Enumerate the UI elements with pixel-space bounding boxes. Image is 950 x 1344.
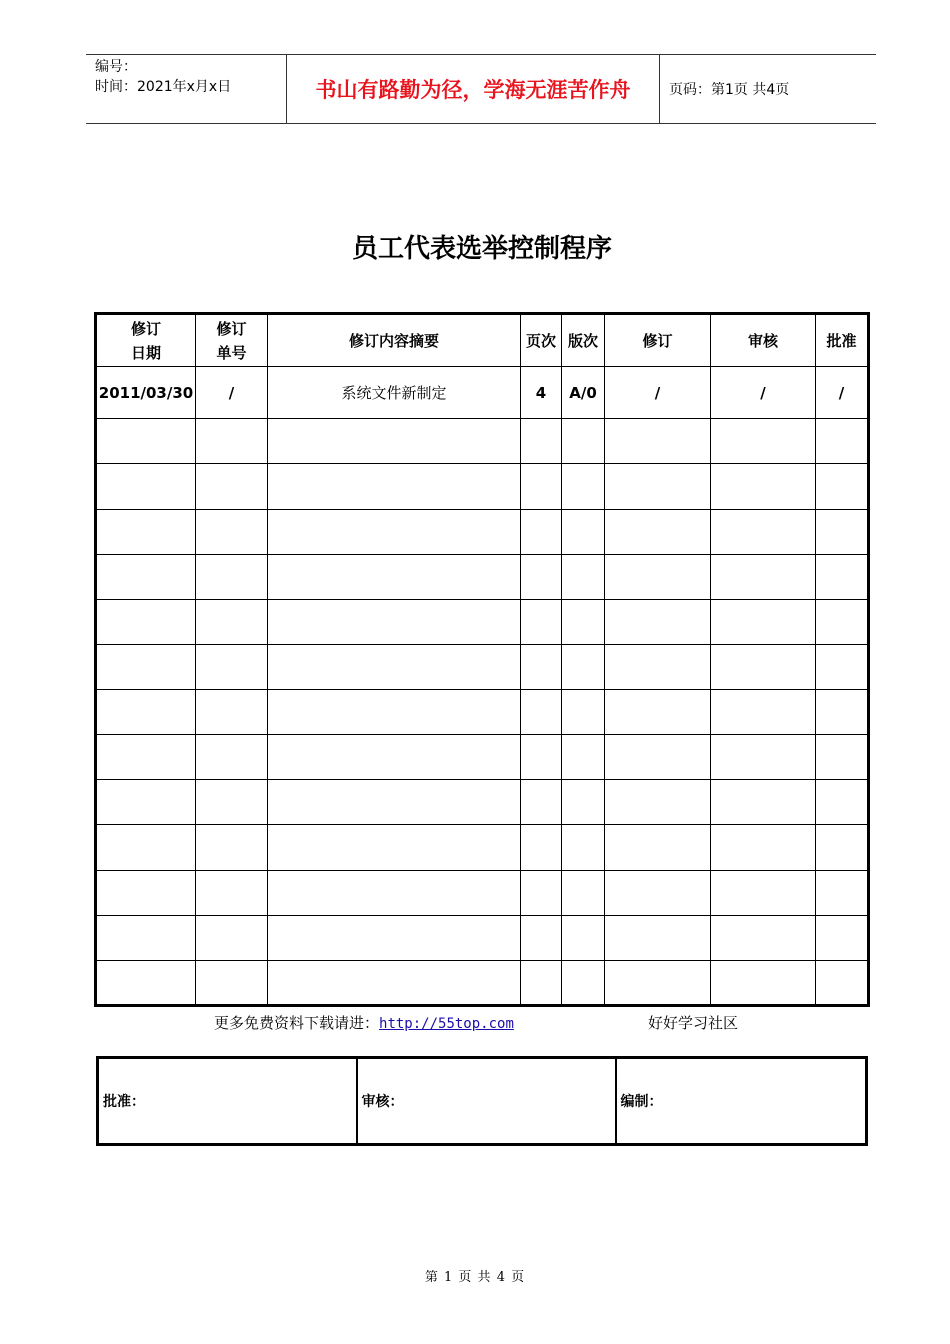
table-cell bbox=[562, 870, 605, 915]
table-cell bbox=[268, 509, 521, 554]
table-cell bbox=[521, 690, 562, 735]
revision-table bbox=[94, 312, 870, 1007]
table-cell bbox=[605, 690, 711, 735]
table-cell bbox=[521, 419, 562, 464]
table-cell bbox=[96, 825, 196, 870]
table-cell bbox=[268, 464, 521, 509]
table-cell bbox=[562, 419, 605, 464]
table-row bbox=[96, 464, 869, 509]
table-cell bbox=[268, 419, 521, 464]
revision-header-cell bbox=[605, 314, 711, 367]
table-cell bbox=[605, 870, 711, 915]
approve-cell: 批准： bbox=[98, 1058, 357, 1145]
table-cell bbox=[268, 960, 521, 1005]
table-cell bbox=[196, 960, 268, 1005]
header-line-1: 修订内容摘要 bbox=[348, 331, 439, 350]
table-row bbox=[96, 419, 869, 464]
table-cell bbox=[562, 644, 605, 689]
table-cell bbox=[96, 960, 196, 1005]
table-cell bbox=[816, 599, 869, 644]
header-line-1: 修订 bbox=[216, 319, 247, 338]
table-cell bbox=[268, 915, 521, 960]
revision-header-cell bbox=[521, 314, 562, 367]
table-cell bbox=[196, 464, 268, 509]
revision-header-row bbox=[96, 314, 869, 367]
header-meta bbox=[86, 55, 286, 123]
table-cell bbox=[816, 464, 869, 509]
document-title: 员工代表选举控制程序 bbox=[351, 234, 612, 264]
table-cell bbox=[816, 870, 869, 915]
table-cell bbox=[521, 870, 562, 915]
table-cell: / bbox=[605, 367, 711, 419]
table-cell bbox=[711, 644, 816, 689]
table-cell bbox=[196, 644, 268, 689]
table-cell bbox=[816, 915, 869, 960]
table-cell bbox=[816, 825, 869, 870]
table-cell bbox=[711, 509, 816, 554]
table-cell bbox=[816, 509, 869, 554]
table-cell: / bbox=[816, 367, 869, 419]
table-cell bbox=[521, 960, 562, 1005]
download-note-label: 更多免费资料下载请进： bbox=[214, 1014, 380, 1032]
table-cell: 4 bbox=[521, 367, 562, 419]
download-link[interactable]: http://55top.com bbox=[379, 1016, 514, 1032]
table-cell bbox=[196, 599, 268, 644]
table-cell bbox=[605, 509, 711, 554]
table-cell bbox=[711, 419, 816, 464]
table-row bbox=[96, 367, 869, 419]
table-cell bbox=[268, 780, 521, 825]
table-cell bbox=[521, 554, 562, 599]
table-row bbox=[96, 780, 869, 825]
page-header bbox=[86, 54, 876, 124]
table-cell bbox=[816, 960, 869, 1005]
table-cell bbox=[605, 644, 711, 689]
table-cell bbox=[96, 419, 196, 464]
table-cell bbox=[711, 960, 816, 1005]
revision-header-cell bbox=[562, 314, 605, 367]
table-row bbox=[96, 554, 869, 599]
table-cell bbox=[816, 644, 869, 689]
table-cell bbox=[268, 690, 521, 735]
table-cell bbox=[268, 870, 521, 915]
table-cell bbox=[268, 554, 521, 599]
table-cell bbox=[711, 464, 816, 509]
table-row bbox=[96, 599, 869, 644]
table-cell bbox=[562, 599, 605, 644]
table-cell bbox=[196, 735, 268, 780]
table-cell bbox=[605, 960, 711, 1005]
signoff-table bbox=[96, 1056, 868, 1146]
table-cell bbox=[562, 780, 605, 825]
table-cell bbox=[521, 644, 562, 689]
revision-header-cell bbox=[816, 314, 869, 367]
table-row bbox=[96, 825, 869, 870]
table-cell bbox=[96, 690, 196, 735]
table-cell bbox=[816, 554, 869, 599]
header-line-1: 批准 bbox=[826, 331, 857, 350]
time-label: 时间：2021年x月x日 bbox=[95, 79, 232, 95]
table-cell bbox=[711, 870, 816, 915]
header-line-1: 修订 bbox=[642, 331, 673, 350]
table-cell bbox=[605, 464, 711, 509]
table-cell bbox=[562, 509, 605, 554]
revision-header-cell bbox=[711, 314, 816, 367]
header-line-1: 版次 bbox=[567, 331, 598, 350]
table-cell bbox=[562, 960, 605, 1005]
table-cell: 2011/03/30 bbox=[96, 367, 196, 419]
table-cell bbox=[605, 825, 711, 870]
community-name: 好好学习社区 bbox=[648, 1014, 739, 1032]
table-row bbox=[96, 644, 869, 689]
table-cell bbox=[196, 509, 268, 554]
table-cell bbox=[605, 735, 711, 780]
table-cell bbox=[96, 735, 196, 780]
table-cell bbox=[816, 780, 869, 825]
table-cell bbox=[96, 599, 196, 644]
table-cell bbox=[96, 644, 196, 689]
header-motto: 书山有路勤为径，学海无涯苦作舟 bbox=[286, 55, 660, 123]
table-cell: / bbox=[196, 367, 268, 419]
header-line-1: 修订 bbox=[130, 319, 161, 338]
table-cell bbox=[605, 599, 711, 644]
table-row bbox=[96, 735, 869, 780]
table-cell bbox=[96, 870, 196, 915]
table-cell bbox=[268, 825, 521, 870]
table-cell bbox=[605, 780, 711, 825]
table-cell bbox=[521, 780, 562, 825]
table-cell bbox=[521, 464, 562, 509]
table-cell bbox=[96, 464, 196, 509]
table-cell bbox=[711, 915, 816, 960]
table-cell bbox=[196, 870, 268, 915]
table-row bbox=[96, 960, 869, 1005]
table-cell bbox=[96, 915, 196, 960]
table-cell bbox=[562, 915, 605, 960]
table-cell bbox=[562, 735, 605, 780]
page-footer: 第 1 页 共 4 页 bbox=[424, 1270, 526, 1285]
doc-number-label: 编号： bbox=[95, 59, 137, 75]
table-cell bbox=[711, 825, 816, 870]
table-cell bbox=[521, 915, 562, 960]
header-page-info: 页码：第1页 共4页 bbox=[669, 82, 790, 98]
table-cell: / bbox=[711, 367, 816, 419]
review-cell: 审核： bbox=[357, 1058, 616, 1145]
header-line-2: 单号 bbox=[216, 343, 247, 362]
table-cell bbox=[816, 419, 869, 464]
table-cell bbox=[605, 554, 711, 599]
table-cell bbox=[196, 780, 268, 825]
compile-cell: 编制： bbox=[616, 1058, 867, 1145]
header-line-2: 日期 bbox=[130, 343, 161, 362]
table-cell bbox=[521, 509, 562, 554]
header-line-1: 页次 bbox=[525, 331, 556, 350]
revision-header-cell bbox=[268, 314, 521, 367]
table-cell bbox=[96, 554, 196, 599]
table-cell bbox=[268, 644, 521, 689]
table-cell bbox=[711, 599, 816, 644]
table-cell bbox=[711, 690, 816, 735]
table-cell bbox=[562, 825, 605, 870]
table-row bbox=[96, 509, 869, 554]
table-cell bbox=[605, 915, 711, 960]
table-cell bbox=[521, 735, 562, 780]
table-cell: A/0 bbox=[562, 367, 605, 419]
table-cell bbox=[521, 825, 562, 870]
table-cell bbox=[196, 419, 268, 464]
table-cell bbox=[562, 690, 605, 735]
table-cell bbox=[711, 780, 816, 825]
table-cell bbox=[196, 554, 268, 599]
table-cell bbox=[711, 735, 816, 780]
table-row bbox=[96, 915, 869, 960]
table-cell bbox=[96, 780, 196, 825]
table-cell bbox=[268, 735, 521, 780]
table-cell bbox=[196, 915, 268, 960]
header-line-1: 审核 bbox=[747, 331, 778, 350]
table-cell bbox=[562, 554, 605, 599]
table-cell bbox=[196, 690, 268, 735]
table-cell bbox=[711, 554, 816, 599]
table-cell bbox=[96, 509, 196, 554]
table-row bbox=[96, 870, 869, 915]
table-row bbox=[96, 690, 869, 735]
table-cell bbox=[605, 419, 711, 464]
download-note bbox=[0, 1012, 950, 1032]
table-cell bbox=[196, 825, 268, 870]
download-note-text bbox=[214, 1012, 514, 1033]
revision-header-cell bbox=[96, 314, 196, 367]
table-cell: 系统文件新制定 bbox=[268, 367, 521, 419]
revision-header-cell bbox=[196, 314, 268, 367]
table-cell bbox=[816, 690, 869, 735]
table-cell bbox=[816, 735, 869, 780]
table-cell bbox=[521, 599, 562, 644]
table-cell bbox=[562, 464, 605, 509]
table-cell bbox=[268, 599, 521, 644]
